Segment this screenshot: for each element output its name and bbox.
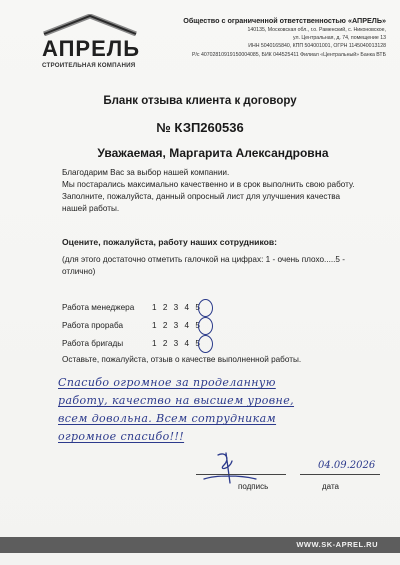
intro-text	[62, 167, 382, 215]
intro-line-2: Мы постарались максимально качественно и в срок выполнить свою работу.	[62, 180, 355, 189]
rating-scale[interactable]: 1 2 3 4 5	[152, 321, 202, 330]
intro-line-1: Благодарим Вас за выбор нашей компании.	[62, 168, 230, 177]
website-link[interactable]: WWW.SK-APREL.RU	[296, 540, 378, 549]
greeting: Уважаемая, Маргарита Александровна	[97, 146, 329, 160]
feedback-line: работу, качество на высшем уровне,	[58, 394, 295, 407]
feedback-line: огромное спасибо!!!	[58, 430, 185, 443]
company-address-1: 140135, Московская обл., г.о. Раменский, с. Никоновское,	[247, 27, 386, 33]
feedback-line: всем довольна. Всем сотрудникам	[58, 412, 277, 425]
rating-hint-line-1: (для этого достаточно отметить галочкой на цифрах: 1 - очень плохо.....5 -	[62, 255, 345, 264]
brand-tagline: СТРОИТЕЛЬНАЯ КОМПАНИЯ	[42, 62, 136, 69]
rating-scale[interactable]: 1 2 3 4 5	[152, 339, 202, 348]
selected-rating-circle	[198, 299, 213, 317]
rating-hint-line-2: отлично)	[62, 267, 96, 276]
handwritten-feedback[interactable]	[58, 374, 378, 446]
rating-label: Работа прораба	[62, 321, 123, 330]
rating-question: Оцените, пожалуйста, работу наших сотрудников:	[62, 237, 278, 247]
company-requisites-1: ИНН 5040165840, КПП 504001001, ОГРН 1145040013128	[248, 43, 386, 50]
date-caption: дата	[322, 482, 339, 491]
handwritten-date: 04.09.2026	[318, 460, 376, 471]
date-line	[300, 474, 380, 475]
signature-caption: подпись	[238, 482, 269, 491]
company-requisites-2: Р/с 40702810919150004085, БИК 044525411 Филиал «Центральный» Банка ВТБ	[192, 51, 386, 58]
company-details	[166, 16, 386, 59]
signature-line	[196, 474, 286, 475]
rating-label: Работа бригады	[62, 339, 124, 348]
rating-label: Работа менеджера	[62, 303, 135, 312]
rating-selected-value: 5	[195, 303, 202, 312]
rating-selected-value: 5	[195, 339, 202, 348]
footer-bar	[0, 537, 400, 553]
roof-icon	[40, 14, 144, 36]
selected-rating-circle	[198, 317, 213, 335]
intro-line-3: Заполните, пожалуйста, данный опросный лист для улучшения качества	[62, 192, 341, 201]
contract-number: № КЗП260536	[156, 120, 244, 135]
form-title: Бланк отзыва клиента к договору	[103, 95, 297, 107]
intro-line-4: нашей работы.	[62, 204, 120, 213]
selected-rating-circle	[198, 335, 213, 353]
feedback-prompt: Оставьте, пожалуйста, отзыв о качестве выполненной работы.	[62, 355, 302, 364]
company-address-2: ул. Центральная, д. 74, помещение 13	[293, 35, 386, 42]
rating-selected-value: 5	[195, 321, 202, 330]
brand-name: АПРЕЛЬ	[42, 36, 141, 61]
feedback-line: Спасибо огромное за проделанную	[58, 376, 276, 389]
company-name: Общество с ограниченной ответственностью «АПРЕЛЬ»	[183, 16, 386, 25]
rating-scale[interactable]: 1 2 3 4 5	[152, 303, 202, 312]
rating-hint	[62, 254, 382, 278]
company-logo	[36, 14, 146, 69]
